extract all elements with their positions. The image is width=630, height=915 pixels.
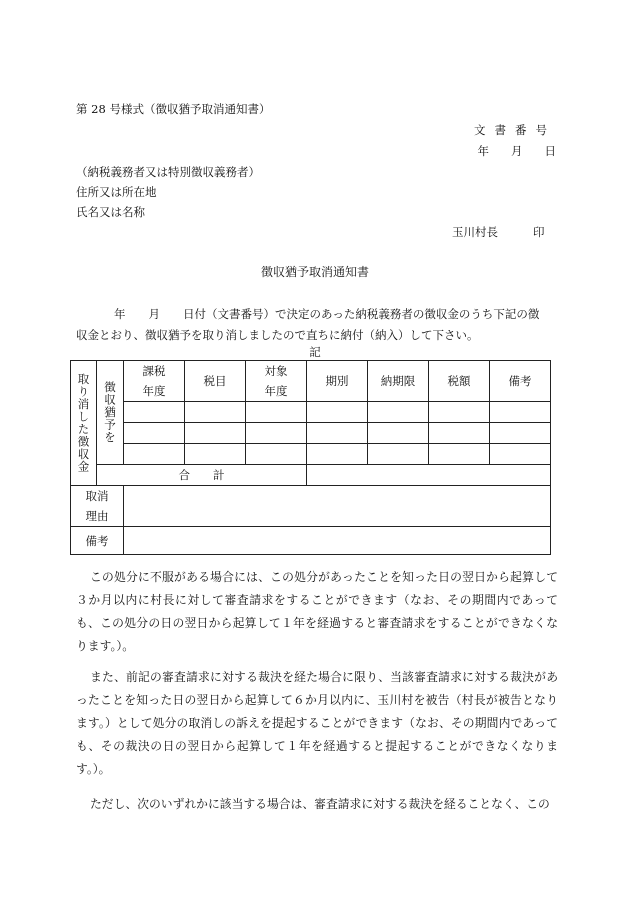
intro-text bbox=[76, 304, 556, 346]
address-label: 住所又は所在地 bbox=[76, 185, 157, 199]
date-day: 日 bbox=[544, 144, 556, 158]
inner-label: 徴収猶予を bbox=[103, 381, 117, 444]
col-remarks: 備考 bbox=[490, 361, 551, 402]
appeal-paragraph-1: この処分に不服がある場合には、この処分があったことを知った日の翌日から起算して３か月以内に村長に対して審査請求をすることができます（なお、その期間内であっても、この処分の日の翌日から起算して１年を経過すると審査請求をすることができなくなります。）。 bbox=[76, 570, 558, 653]
form-number: 第 28 号様式（徴収猶予取消通知書） bbox=[76, 102, 271, 116]
appeal-paragraph-3: ただし、次のいずれかに該当する場合は、審査請求に対する裁決を経ることなく、この bbox=[90, 797, 550, 811]
col-period: 期別 bbox=[307, 361, 368, 402]
col-tax-amount: 税額 bbox=[429, 361, 490, 402]
intro-line-2: 収金とおり、徴収猶予を取り消しましたので直ちに納付（納入）して下さい。 bbox=[76, 328, 479, 342]
outer-label: 取り消した徴収金 bbox=[76, 373, 91, 473]
seal-mark: 印 bbox=[533, 225, 545, 239]
remarks-row bbox=[71, 527, 551, 555]
document-title: 徴収猶予取消通知書 bbox=[260, 265, 369, 279]
reason-value bbox=[124, 486, 551, 527]
col-due-date: 納期限 bbox=[368, 361, 429, 402]
table-row bbox=[71, 402, 551, 423]
total-row bbox=[71, 465, 551, 486]
reason-row bbox=[71, 486, 551, 527]
col-target-year: 対象 年度 bbox=[246, 361, 307, 402]
col-tax-year: 課税 年度 bbox=[124, 361, 185, 402]
name-label: 氏名又は名称 bbox=[76, 205, 145, 219]
date-line bbox=[478, 143, 557, 159]
inner-label-cell bbox=[97, 361, 124, 465]
total-label: 合 計 bbox=[97, 465, 307, 486]
date-year: 年 bbox=[477, 144, 489, 158]
remarks-value bbox=[124, 527, 551, 555]
revoked-collection-table bbox=[70, 360, 551, 555]
intro-line-1: 年 月 日付（文書番号）で決定のあった納税義務者の徴収金のうち下記の徴 bbox=[114, 307, 540, 321]
col-tax-item: 税目 bbox=[185, 361, 246, 402]
date-month: 月 bbox=[511, 144, 523, 158]
document-number-label: 文書番号 bbox=[474, 123, 556, 137]
table-row bbox=[71, 444, 551, 465]
table-row bbox=[71, 423, 551, 444]
taxpayer-type: （納税義務者又は特別徴収義務者） bbox=[76, 165, 260, 179]
outer-label-cell bbox=[71, 361, 97, 486]
remarks-label: 備考 bbox=[71, 527, 124, 555]
issuer-title: 玉川村長 bbox=[452, 225, 498, 239]
ki-heading: 記 bbox=[309, 345, 321, 359]
reason-label: 取消 理由 bbox=[71, 486, 124, 527]
appeal-paragraph-2: また、前記の審査請求に対する裁決を経た場合に限り、当該審査請求に対する裁決があったことを知った日の翌日から起算して６か月以内に、玉川村を被告（村長が被告となります。）として処分の取消しの訴えを提起することができます（なお、その期間内であっても、その裁決の日の翌日から起算して１年を経過すると提起することができなくなります。）。 bbox=[76, 670, 558, 776]
table-header-row bbox=[71, 361, 551, 402]
total-value bbox=[307, 465, 551, 486]
